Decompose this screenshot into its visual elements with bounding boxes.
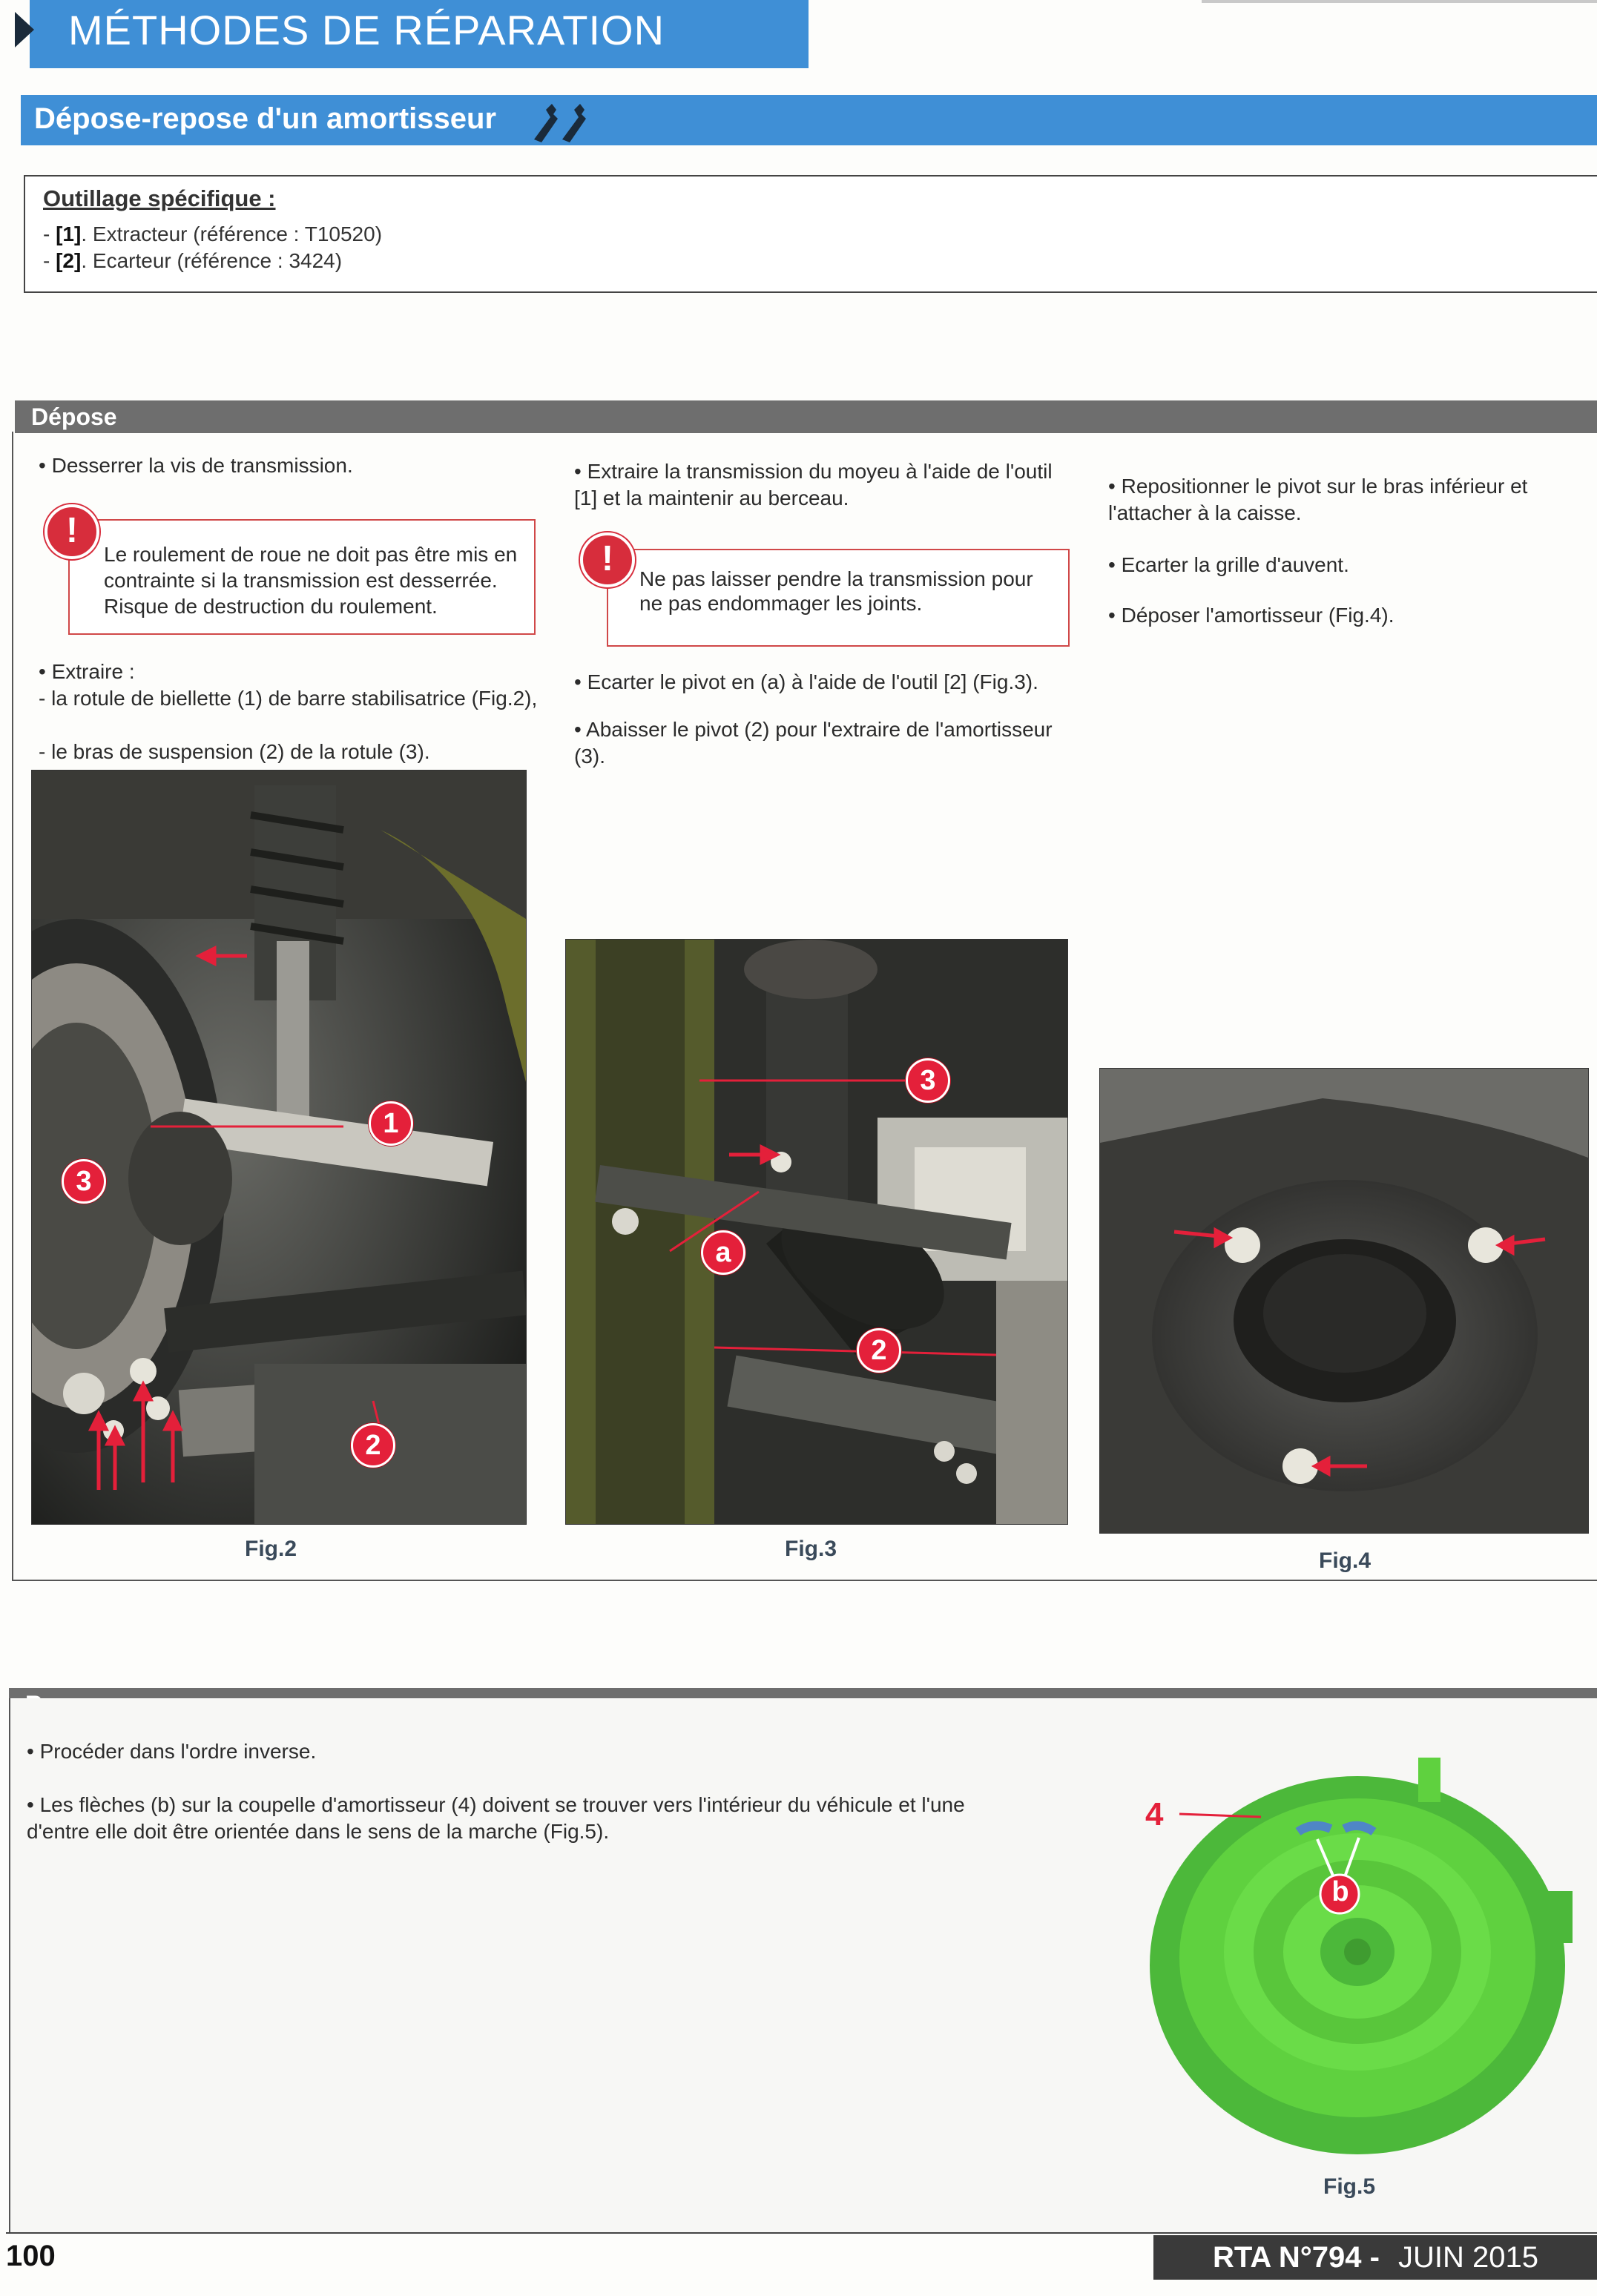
procedure-title: Dépose-repose d'un amortisseur [34, 102, 497, 135]
strut-mount-photo-illustration [1100, 1069, 1588, 1533]
warning-box [68, 519, 536, 635]
chapter-title: MÉTHODES DE RÉPARATION [68, 7, 665, 53]
step-text: - la rotule de biellette (1) de barre stabilisatrice (Fig.2), [39, 687, 538, 710]
footer-divider [6, 2232, 1597, 2234]
procedure-banner [21, 95, 1597, 145]
figure-3-photo [565, 939, 1068, 1525]
step-text: • Les flèches (b) sur la coupelle d'amortisseur (4) doivent se trouver vers l'intérieur du véhicule et l'une d'entre elle doit être orientée dans le sens de la marche (Fig.5). [27, 1792, 969, 1845]
tool-item: - [2]. Ecarteur (référence : 3424) [43, 249, 343, 272]
warning-icon: ! [580, 532, 635, 587]
tool-text: . Extracteur (référence : T10520) [81, 222, 383, 245]
step-text: • Ecarter le pivot en (a) à l'aide de l'outil [2] (Fig.3). [574, 669, 1079, 696]
step-text: • Procéder dans l'ordre inverse. [27, 1738, 991, 1765]
tool-ref: [1] [56, 222, 82, 245]
tools-heading: Outillage spécifique : [43, 185, 276, 211]
figure-caption: Fig.2 [245, 1537, 297, 1561]
figure-2-photo [31, 770, 527, 1525]
magazine-badge [1153, 2235, 1597, 2280]
tool-text: . Ecarteur (référence : 3424) [81, 249, 343, 272]
step-text: • Abaisser le pivot (2) pour l'extraire de l'amortisseur (3). [574, 716, 1079, 770]
step-text: • Repositionner le pivot sur le bras inférieur et l'attacher à la caisse. [1108, 473, 1583, 527]
figure-4-photo [1099, 1068, 1589, 1534]
callout-3: 3 [62, 1159, 106, 1204]
step-text: • Extraire : [39, 659, 135, 685]
step-text: • Ecarter la grille d'auvent. [1108, 552, 1583, 578]
suspension-photo-illustration [32, 771, 526, 1524]
callout-1: 1 [369, 1101, 413, 1146]
warning-text: Le roulement de roue ne doit pas être mis en contrainte si la transmission est desserrée. Risque de destruction du roulement. [104, 543, 518, 618]
warning-text: Ne pas laisser pendre la transmission pour ne pas endommager les joints. [639, 567, 1033, 615]
figure-caption: Fig.5 [1323, 2174, 1376, 2199]
callout-2: 2 [351, 1423, 395, 1468]
tool-item: - [1]. Extracteur (référence : T10520) [43, 222, 383, 245]
step-text: • Déposer l'amortisseur (Fig.4). [1108, 602, 1583, 629]
callout-3: 3 [906, 1058, 950, 1103]
wrench-icon [528, 99, 595, 144]
pivot-photo-illustration [566, 940, 1067, 1524]
step-text: - le bras de suspension (2) de la rotule (3). [39, 740, 430, 763]
figure-caption: Fig.3 [785, 1537, 837, 1561]
section-header-depose [15, 400, 1597, 433]
section-title: Dépose [31, 403, 117, 430]
callout-a: a [701, 1230, 745, 1275]
warning-icon: ! [45, 504, 99, 559]
step-text: • Desserrer la vis de transmission. [39, 452, 513, 479]
callout-2: 2 [857, 1328, 901, 1373]
tool-ref: [2] [56, 249, 82, 272]
step-text: • Extraire la transmission du moyeu à l'aide de l'outil [1] et la maintenir au berceau. [574, 458, 1079, 512]
figure-5-illustration [1142, 1758, 1587, 2173]
chapter-banner [30, 0, 809, 68]
fig5-label-4: 4 [1145, 1796, 1164, 1832]
page-number: 100 [6, 2240, 56, 2272]
issue-date: JUIN 2015 [1398, 2241, 1538, 2274]
figure-caption: Fig.4 [1319, 1548, 1372, 1573]
fig5-label-b: b [1331, 1876, 1349, 1907]
chevron-right-icon [15, 12, 34, 47]
top-divider [1202, 0, 1597, 3]
warning-box [607, 549, 1070, 647]
magazine-name: RTA N°794 - [1213, 2241, 1380, 2274]
